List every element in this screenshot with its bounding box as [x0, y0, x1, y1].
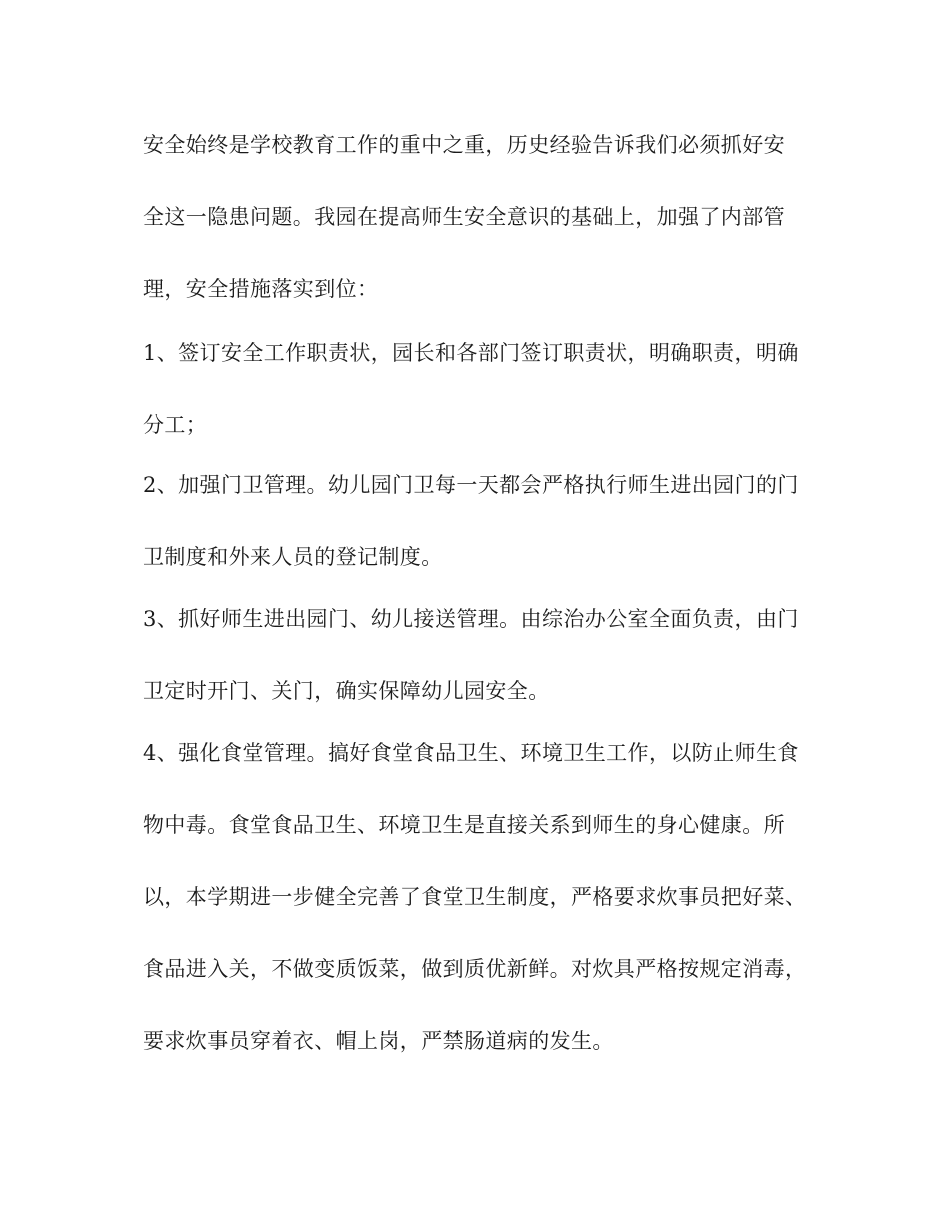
- list-item-line: 食品进入关，不做变质饭菜，做到质优新鲜。对炊具严格按规定消毒，: [143, 957, 807, 981]
- list-item-line: 卫制度和外来人员的登记制度。: [143, 545, 443, 569]
- list-item-line: 以，本学期进一步健全完善了食堂卫生制度，严格要求炊事员把好菜、: [143, 885, 807, 909]
- list-item-line: 分工；: [143, 413, 208, 437]
- list-item-line: 4、强化食堂管理。搞好食堂食品卫生、环境卫生工作，以防止师生食: [143, 741, 799, 765]
- list-item-line: 物中毒。食堂食品卫生、环境卫生是直接关系到师生的身心健康。所: [143, 813, 785, 837]
- paragraph-line: 安全始终是学校教育工作的重中之重，历史经验告诉我们必须抓好安: [143, 133, 785, 157]
- list-item-line: 3、抓好师生进出园门、幼儿接送管理。由综治办公室全面负责，由门: [143, 607, 799, 631]
- list-item-line: 卫定时开门、关门，确实保障幼儿园安全。: [143, 679, 550, 703]
- paragraph-line: 理，安全措施落实到位：: [143, 277, 379, 301]
- list-item-line: 1、签订安全工作职责状，园长和各部门签订职责状，明确职责，明确: [143, 341, 799, 365]
- list-item-line: 要求炊事员穿着衣、帽上岗，严禁肠道病的发生。: [143, 1029, 614, 1053]
- list-item-line: 2、加强门卫管理。幼儿园门卫每一天都会严格执行师生进出园门的门: [143, 473, 799, 497]
- paragraph-line: 全这一隐患问题。我园在提高师生安全意识的基础上，加强了内部管: [143, 205, 785, 229]
